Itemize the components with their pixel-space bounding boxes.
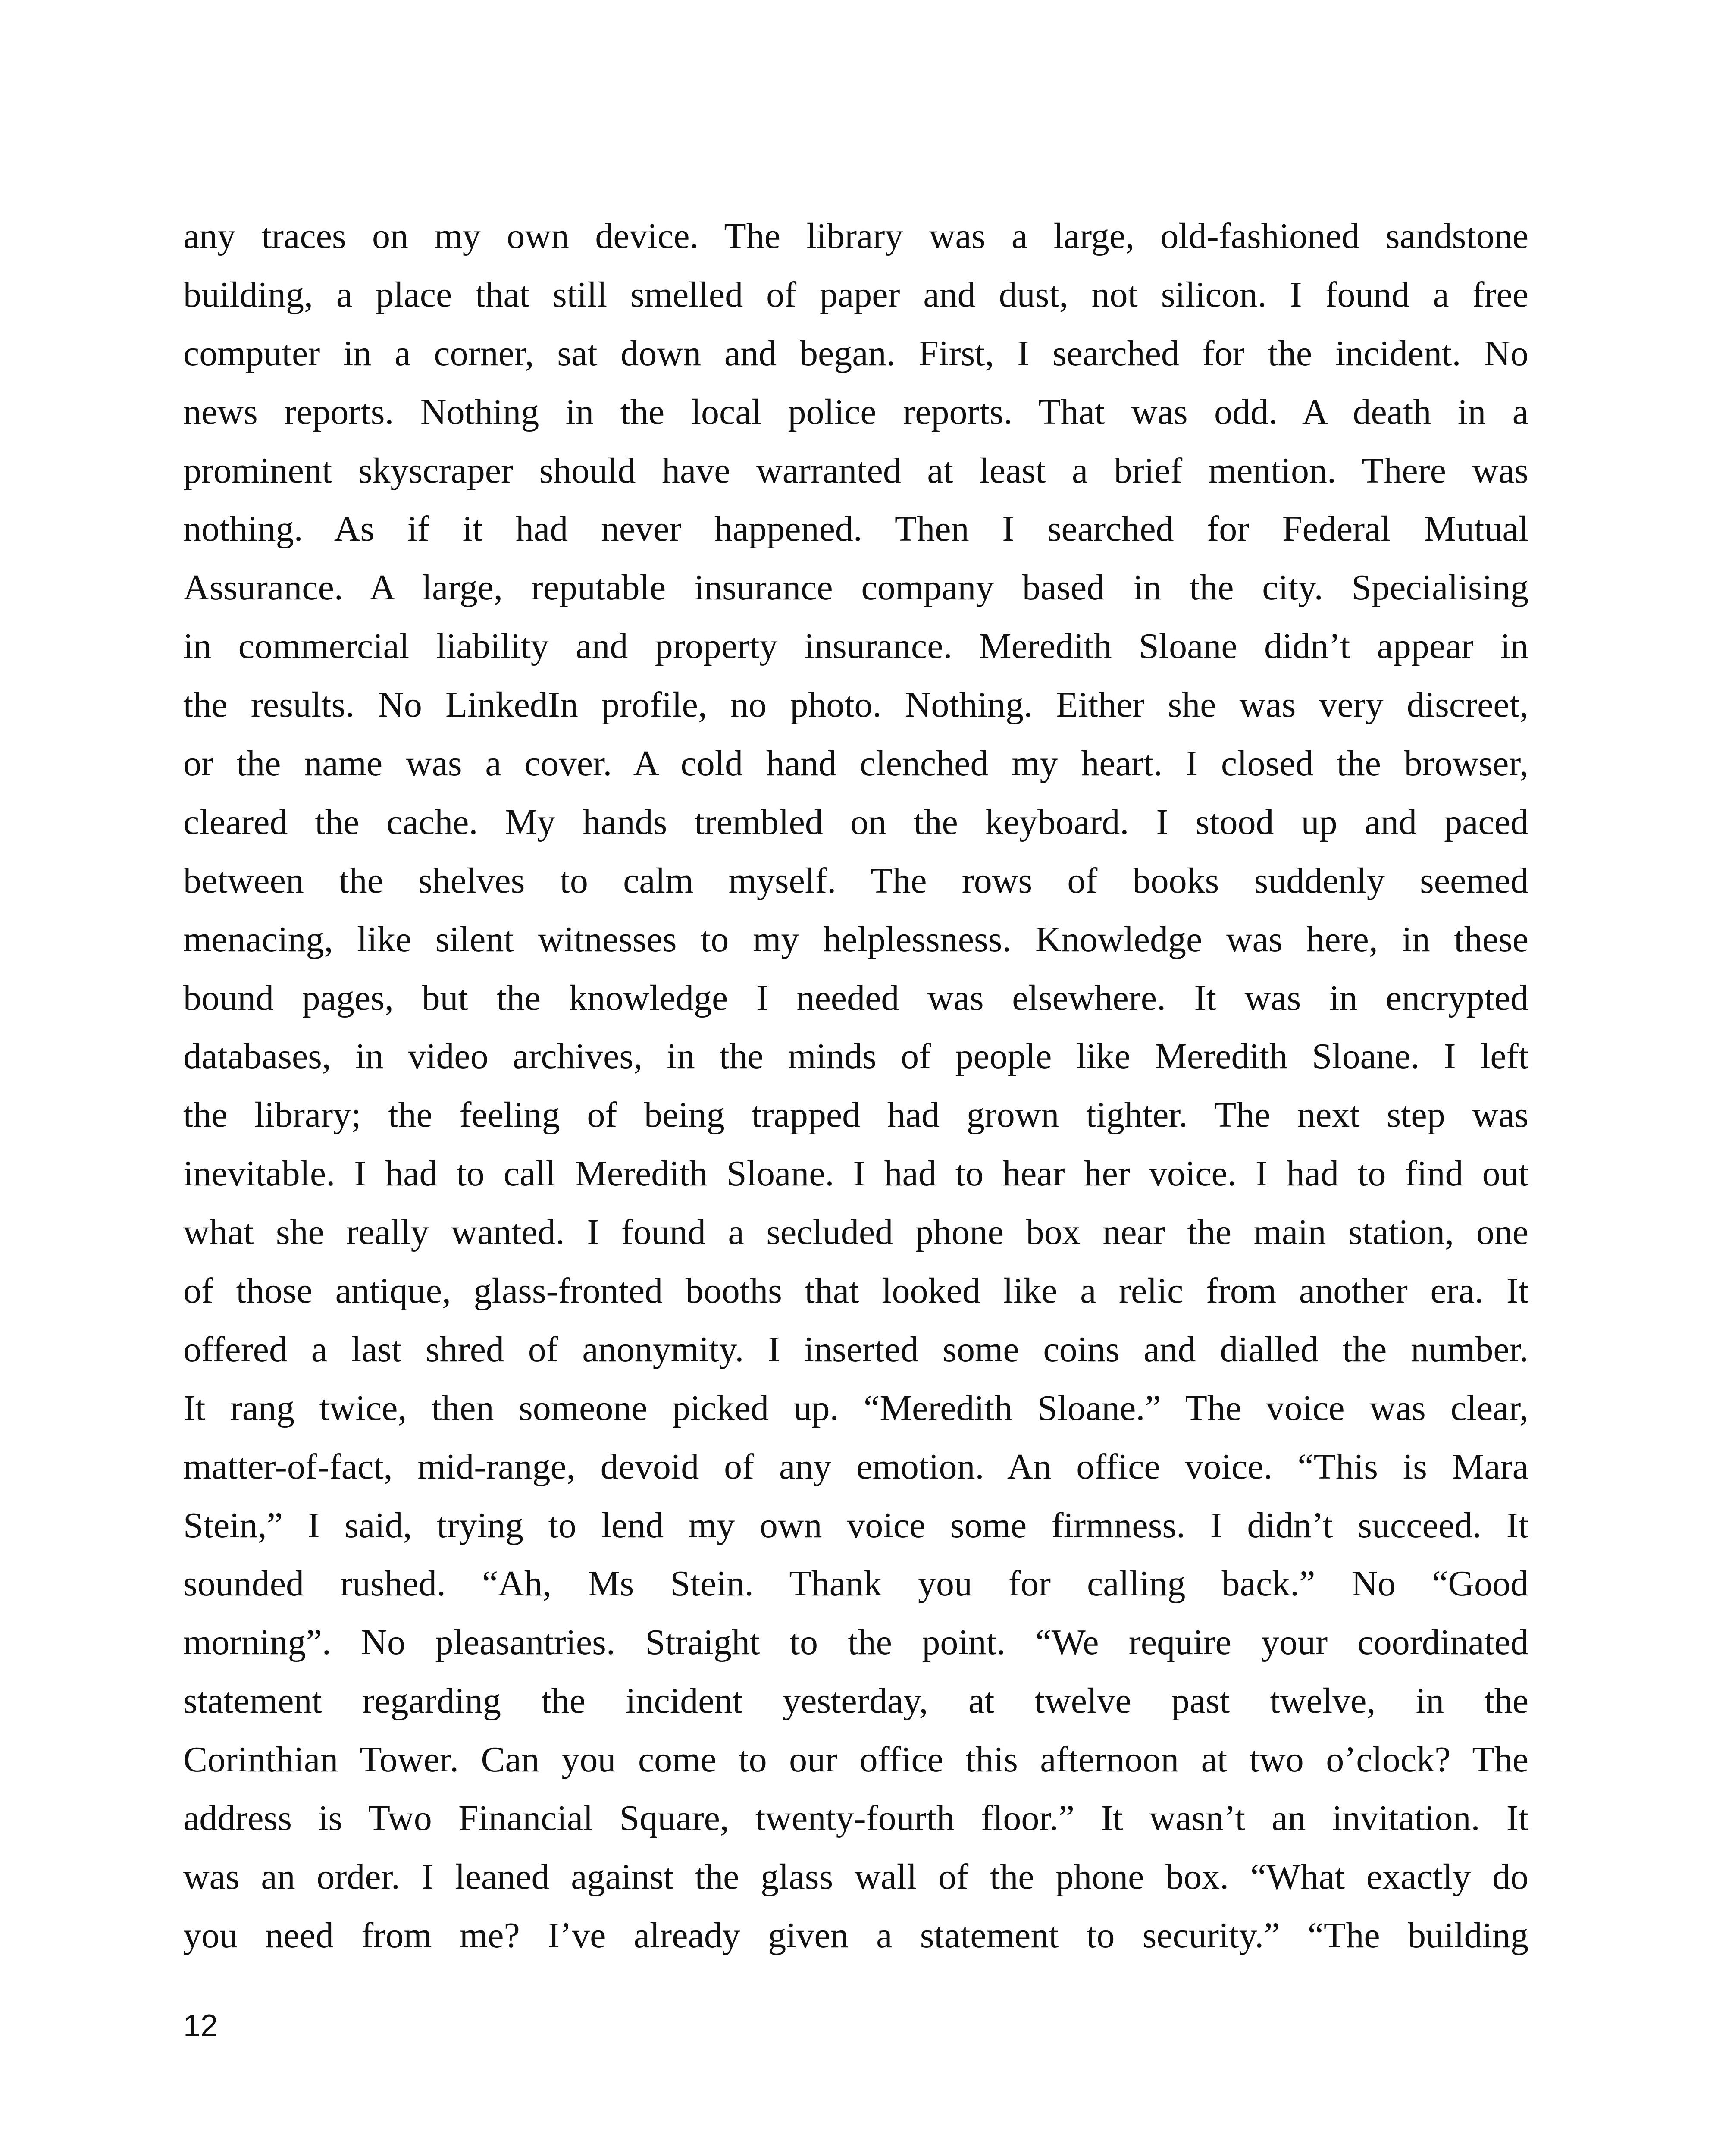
text-line: nothing. As if it had never happened. Then I searched for Federal Mutual	[183, 509, 1528, 549]
text-line: you need from me? I’ve already given a statement to security.” “The building	[183, 1915, 1528, 1955]
text-line: It rang twice, then someone picked up. “Meredith Sloane.” The voice was clear,	[183, 1388, 1528, 1428]
text-line: inevitable. I had to call Meredith Sloane. I had to hear her voice. I had to find out	[183, 1153, 1528, 1194]
text-line: sounded rushed. “Ah, Ms Stein. Thank you for calling back.” No “Good	[183, 1564, 1528, 1604]
text-line: news reports. Nothing in the local police reports. That was odd. A death in a	[183, 392, 1528, 432]
text-line: offered a last shred of anonymity. I inserted some coins and dialled the number.	[183, 1329, 1528, 1369]
text-line: any traces on my own device. The library was a large, old-fashioned sandstone	[183, 216, 1528, 256]
text-line: Stein,” I said, trying to lend my own voice some firmness. I didn’t succeed. It	[183, 1505, 1528, 1545]
text-line: prominent skyscraper should have warranted at least a brief mention. There was	[183, 450, 1528, 491]
text-line: Assurance. A large, reputable insurance company based in the city. Specialising	[183, 567, 1528, 608]
page-number: 12	[183, 2009, 218, 2043]
text-line: matter-of-fact, mid-range, devoid of any emotion. An office voice. “This is Mara	[183, 1446, 1528, 1487]
text-line: cleared the cache. My hands trembled on the keyboard. I stood up and paced	[183, 802, 1528, 842]
text-line: menacing, like silent witnesses to my helplessness. Knowledge was here, in these	[183, 919, 1528, 959]
text-line: Corinthian Tower. Can you come to our office this afternoon at two o’clock? The	[183, 1739, 1528, 1780]
text-line: bound pages, but the knowledge I needed was elsewhere. It was in encrypted	[183, 978, 1528, 1018]
text-line: what she really wanted. I found a secluded phone box near the main station, one	[183, 1212, 1528, 1253]
text-line: of those antique, glass-fronted booths that looked like a relic from another era. It	[183, 1271, 1528, 1311]
text-line: statement regarding the incident yesterday, at twelve past twelve, in the	[183, 1681, 1528, 1721]
text-line: building, a place that still smelled of paper and dust, not silicon. I found a free	[183, 274, 1528, 315]
body-text	[183, 207, 1528, 1965]
text-line: was an order. I leaned against the glass wall of the phone box. “What exactly do	[183, 1856, 1528, 1897]
text-line: databases, in video archives, in the minds of people like Meredith Sloane. I left	[183, 1036, 1528, 1077]
text-line: address is Two Financial Square, twenty-fourth floor.” It wasn’t an invitation. It	[183, 1798, 1528, 1839]
text-line: the results. No LinkedIn profile, no photo. Nothing. Either she was very discreet,	[183, 685, 1528, 725]
text-line: between the shelves to calm myself. The rows of books suddenly seemed	[183, 860, 1528, 901]
text-line: morning”. No pleasantries. Straight to the point. “We require your coordinated	[183, 1622, 1528, 1663]
text-line: computer in a corner, sat down and began. First, I searched for the incident. No	[183, 333, 1528, 373]
text-line: in commercial liability and property insurance. Meredith Sloane didn’t appear in	[183, 626, 1528, 667]
text-line: the library; the feeling of being trapped had grown tighter. The next step was	[183, 1095, 1528, 1135]
text-line: or the name was a cover. A cold hand clenched my heart. I closed the browser,	[183, 743, 1528, 784]
